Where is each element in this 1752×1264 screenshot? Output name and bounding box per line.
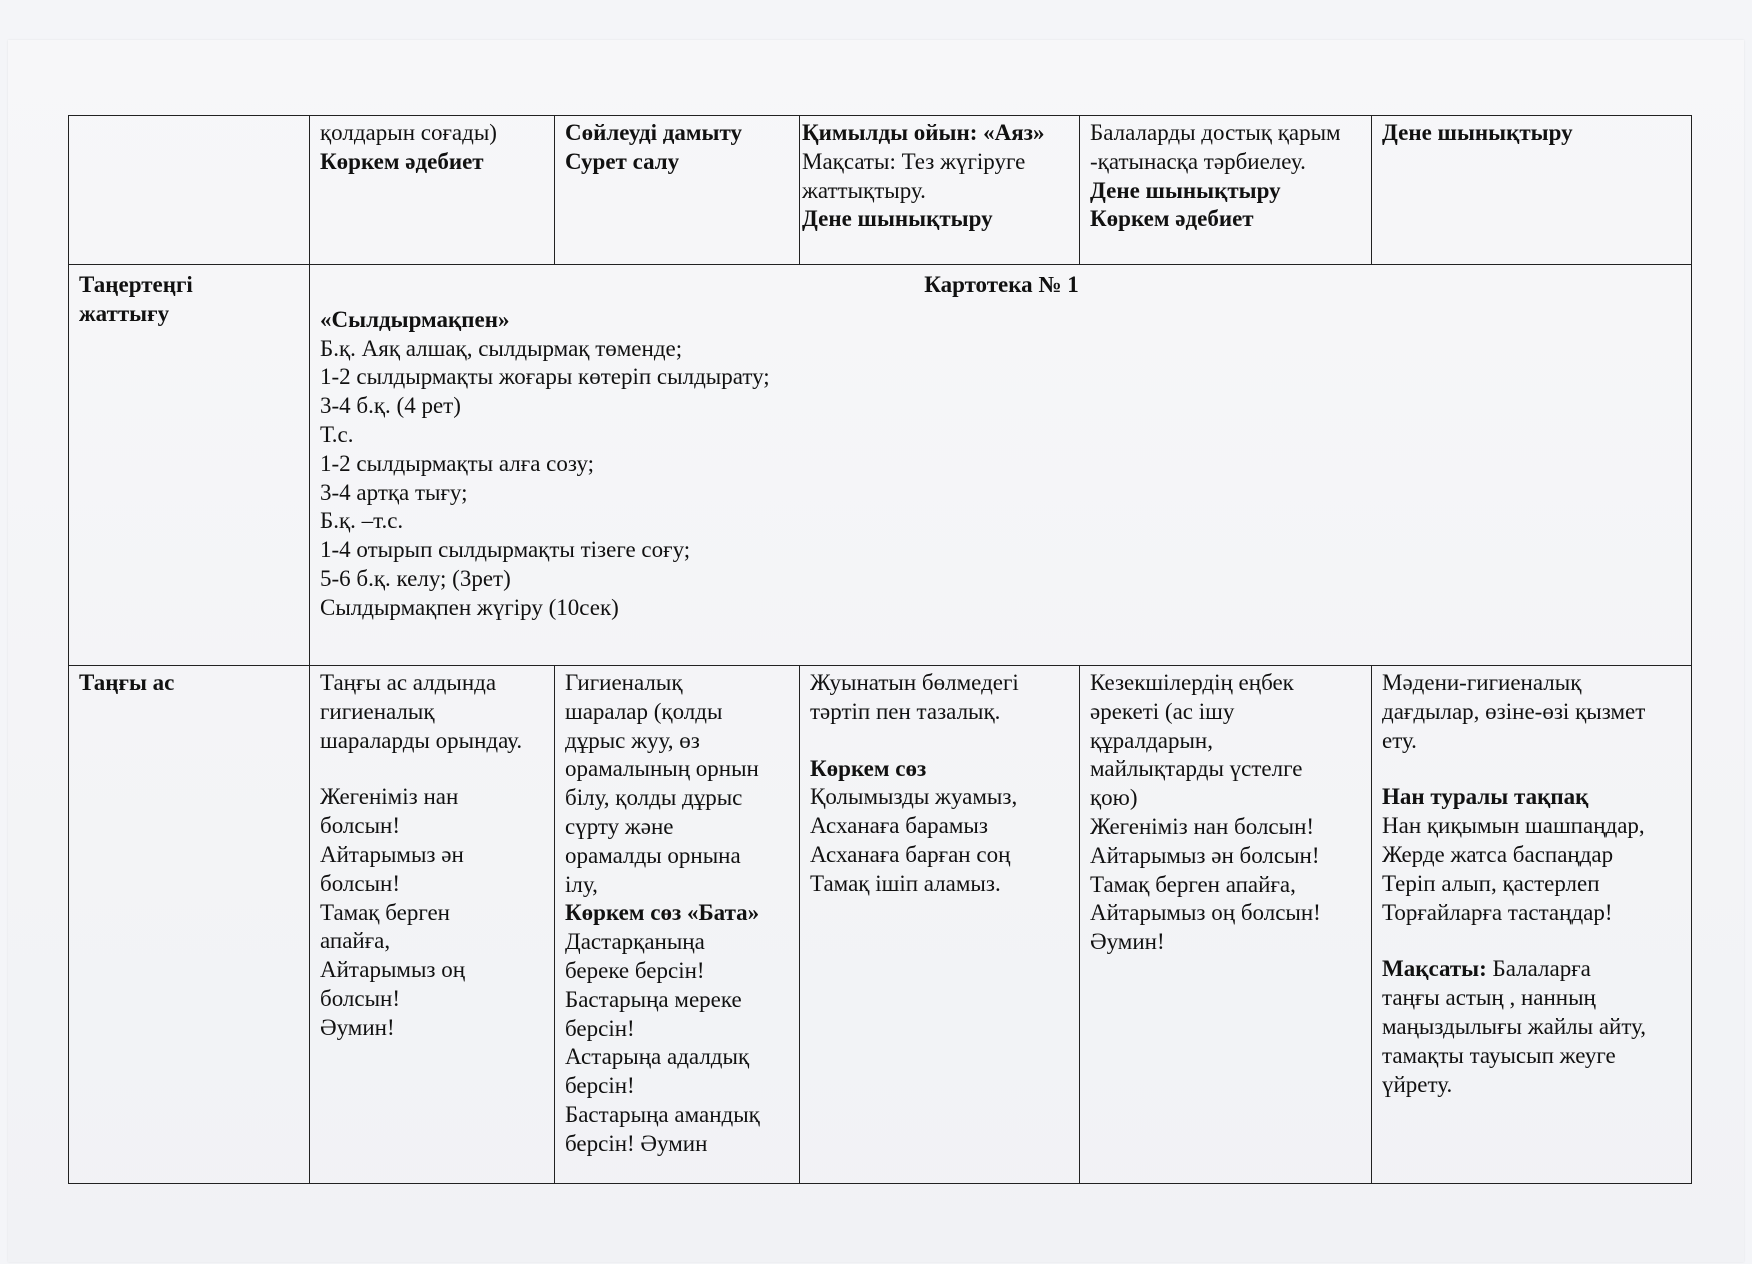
cell-text: қолдарын соғады) [320,120,497,145]
poem-title: Нан туралы тақпақ [1382,784,1589,810]
poem-line: Тамақ берген [320,899,450,925]
poem-line: Қолымызды жуамыз, [810,784,1018,810]
cell-text: шаралар (қолды [565,698,723,724]
cell-text: Гигиеналық [565,670,683,695]
poem-line: Әумин! [1090,929,1165,955]
poem-line: берсін! Әумин [565,1130,708,1156]
cell-text: -қатынасқа тәрбиелеу. [1090,148,1306,174]
subject-label: Дене шынықтыру [802,206,993,232]
exercise-step: 5-6 б.қ. келу; (3рет) [320,565,511,591]
breakfast-col5-cell [1080,666,1372,1184]
poem-line: болсын! [320,870,401,896]
table-row [69,666,1692,1184]
art-word-title: Көркем сөз [810,755,927,781]
card-title: Картотека № 1 [924,272,1079,297]
poem-line: Асханаға барамыз [810,813,988,839]
morning-exercise-cell [310,265,1692,666]
subject-label: Көркем әдебиет [1090,206,1254,232]
poem-line: апайға, [320,928,391,954]
cell-text: тәртіп пен тазалық. [810,698,1001,724]
poem-line: Асханаға барған соң [810,841,1011,867]
cell-text: қою) [1090,785,1138,811]
cell-text: Кезекшілердің еңбек [1090,670,1294,695]
poem-line: берсін! [565,1015,635,1041]
aim-text: маңыздылығы жайлы айту, [1382,1013,1647,1039]
breakfast-col4-cell [800,666,1080,1184]
poem-line: Астарыңа адалдық [565,1044,750,1070]
cell-text: Жуынатын бөлмедегі [810,670,1019,695]
exercise-step: 3-4 артқа тығу; [320,479,468,505]
poem-line: Айтарымыз оң [320,957,466,983]
aim-text: Балаларға [1486,956,1591,982]
bata-title: Көркем сөз «Бата» [565,900,760,926]
poem-line: болсын! [320,985,401,1011]
aim-text: үйрету. [1382,1071,1453,1097]
plan-table [68,115,1692,1184]
cell-text: білу, қолды дұрыс [565,785,743,811]
exercise-step: 3-4 б.қ. (4 рет) [320,393,461,419]
exercise-step: 1-2 сылдырмақты жоғары көтеріп сылдырату; [320,364,770,390]
poem-line: Тамақ ішіп аламыз. [810,870,1001,896]
breakfast-col6-cell [1372,666,1692,1184]
cell-text: дағдылар, өзіне-өзі қызмет [1382,698,1646,724]
cell-text: дұрыс жуу, өз [565,727,700,753]
subject-label: Сөйлеуді дамыту [565,120,742,145]
row1-col6-cell [1372,116,1692,265]
aim-label: Мақсаты: [1382,956,1487,982]
poem-line: береке берсін! [565,957,705,983]
poem-line: Бастарыңа амандық [565,1101,760,1127]
exercise-title: «Сылдырмақпен» [320,306,510,332]
cell-text: майлықтарды үстелге [1090,756,1303,782]
poem-line: Айтарымыз ән болсын! [1090,842,1320,868]
poem-line: Айтарымыз ән [320,841,464,867]
breakfast-col3-cell [555,666,800,1184]
poem-line: Бастарыңа мереке [565,986,742,1012]
row-label: Таңертеңгі [79,272,193,297]
cell-text: гигиеналық [320,698,435,724]
cell-text: шараларды орындау. [320,727,523,753]
poem-line: Нан қиқымын шашпаңдар, [1382,813,1645,839]
aim-text: тамақты тауысып жеуге [1382,1042,1616,1068]
poem-line: Дастарқаныңа [565,929,705,955]
cell-text: құралдарын, [1090,727,1213,753]
row1-col2-cell [310,116,555,265]
row3-label-cell [69,666,310,1184]
cell-text: ілу, [565,871,598,897]
cell-text: Балаларды достық қарым [1090,120,1341,145]
cell-text: жаттықтыру. [802,177,926,203]
aim-line [1382,955,1683,984]
poem-line: Айтарымыз оң болсын! [1090,900,1321,926]
exercise-step: Сылдырмақпен жүгіру (10сек) [320,594,619,620]
poem-line: Әумин! [320,1014,395,1040]
poem-line: берсін! [565,1073,635,1099]
cell-text: әрекеті (ас ішу [1090,698,1235,724]
poem-line: Жерде жатса баспаңдар [1382,841,1614,867]
exercise-step: Т.с. [320,421,354,447]
subject-label: Сурет салу [565,148,680,174]
poem-line: Жегеніміз нан болсын! [1090,813,1315,839]
exercise-step: 1-4 отырып сылдырмақты тізеге соғу; [320,537,691,563]
row1-col5-cell [1080,116,1372,265]
subject-label: Дене шынықтыру [1090,177,1281,203]
exercise-step: Б.қ. Аяқ алшақ, сылдырмақ төменде; [320,335,683,361]
row2-label-cell [69,265,310,666]
row1-label-cell [69,116,310,265]
row-label: жаттығу [79,300,170,326]
subject-label: Көркем әдебиет [320,148,484,174]
table-row [69,265,1692,666]
row1-col4-cell [800,116,1080,265]
breakfast-col2-cell [310,666,555,1184]
cell-text: сүрту және [565,813,674,839]
poem-line: Жегеніміз нан [320,784,459,810]
subject-label: Дене шынықтыру [1382,120,1573,145]
cell-text: орамалды орнына [565,842,741,868]
cell-text: Таңғы ас алдында [320,670,497,695]
poem-line: болсын! [320,813,401,839]
cell-text: Мақсаты: Тез жүгіруге [802,148,1026,174]
cell-text: Мәдени-гигиеналық [1382,670,1582,695]
cell-text: орамалының орнын [565,756,759,782]
game-title: Қимылды ойын: «Аяз» [802,120,1045,145]
exercise-step: Б.қ. –т.с. [320,508,404,534]
aim-text: таңғы астың , нанның [1382,985,1596,1011]
row1-col3-cell [555,116,800,265]
poem-line: Теріп алып, қастерлеп [1382,870,1600,896]
row-label: Таңғы ас [79,670,175,695]
cell-text: ету. [1382,727,1417,753]
poem-line: Торғайларға тастаңдар! [1382,899,1613,925]
exercise-step: 1-2 сылдырмақты алға созу; [320,450,595,476]
poem-line: Тамақ берген апайға, [1090,871,1296,897]
table-row [69,116,1692,265]
